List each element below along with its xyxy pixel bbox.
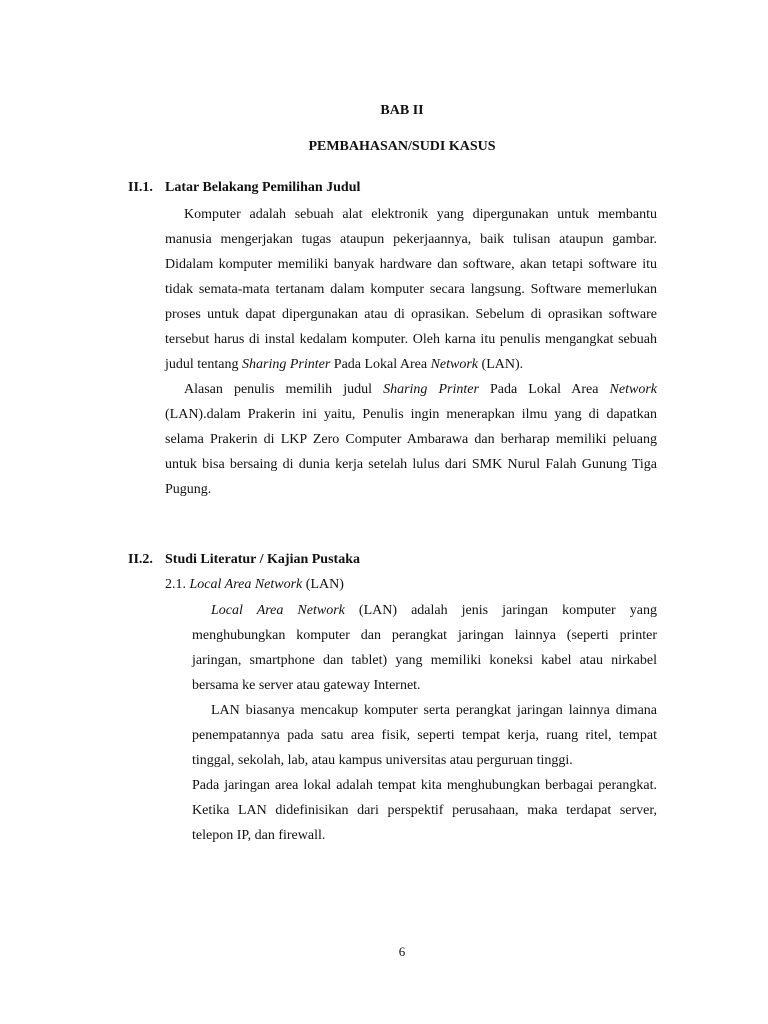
section-heading-2 — [128, 552, 360, 568]
paragraph: LAN biasanya mencakup komputer serta perangkat jaringan lainnya dimana penempatannya pada satu area fisik, seperti tempat kerja, ruang ritel, tempat tinggal, sekolah, lab, atau kampus universitas atau perguruan tinggi. — [192, 703, 657, 768]
paragraph: Local Area Network (LAN) adalah jenis jaringan komputer yang menghubungkan komputer dan perangkat jaringan lainnya (seperti printer jaringan, smartphone dan tablet) yang memiliki koneksi kabel atau nirkabel bersama ke server atau gateway Internet. — [192, 603, 657, 693]
paragraph: Alasan penulis memilih judul Sharing Printer Pada Lokal Area Network (LAN).dalam Prakerin ini yaitu, Penulis ingin menerapkan ilmu yang di dapatkan selama Prakerin di LKP Zero Computer Ambarawa dan berharap memiliki peluang untuk bisa bersaing di dunia kerja setelah lulus dari SMK Nurul Falah Gunung Tiga Pugung. — [165, 382, 657, 497]
chapter-label: BAB II — [380, 103, 424, 118]
section-1-body — [165, 202, 657, 502]
section-heading-1 — [128, 180, 360, 196]
section-title: Studi Literatur / Kajian Pustaka — [165, 552, 360, 567]
paragraph: Pada jaringan area lokal adalah tempat kita menghubungkan berbagai perangkat. Ketika LAN didefinisikan dari perspektif perusahaan, maka terdapat server, telepon IP, dan firewall. — [192, 778, 657, 843]
section-number: II.1. — [128, 180, 153, 195]
subsection-heading: 2.1. Local Area Network (LAN) — [165, 577, 344, 592]
section-title: Latar Belakang Pemilihan Judul — [165, 180, 361, 195]
paragraph: Komputer adalah sebuah alat elektronik yang dipergunakan untuk membantu manusia mengerjakan tugas ataupun pekerjaannya, baik tulisan ataupun gambar. Didalam komputer memiliki banyak hardware dan software, akan tetapi software itu tidak semata-mata tertanam dalam komputer secara langsung. Software memerlukan proses untuk dapat dipergunakan atau di oprasikan. Sebelum di oprasikan software tersebut harus di instal kedalam komputer. Oleh karna itu penulis mengangkat sebuah judul tentang Sharing Printer Pada Lokal Area Network (LAN). — [165, 207, 657, 372]
chapter-title: PEMBAHASAN/SUDI KASUS — [308, 139, 496, 154]
page-number: 6 — [398, 944, 406, 959]
section-number: II.2. — [128, 552, 153, 567]
section-2-body — [192, 598, 657, 848]
